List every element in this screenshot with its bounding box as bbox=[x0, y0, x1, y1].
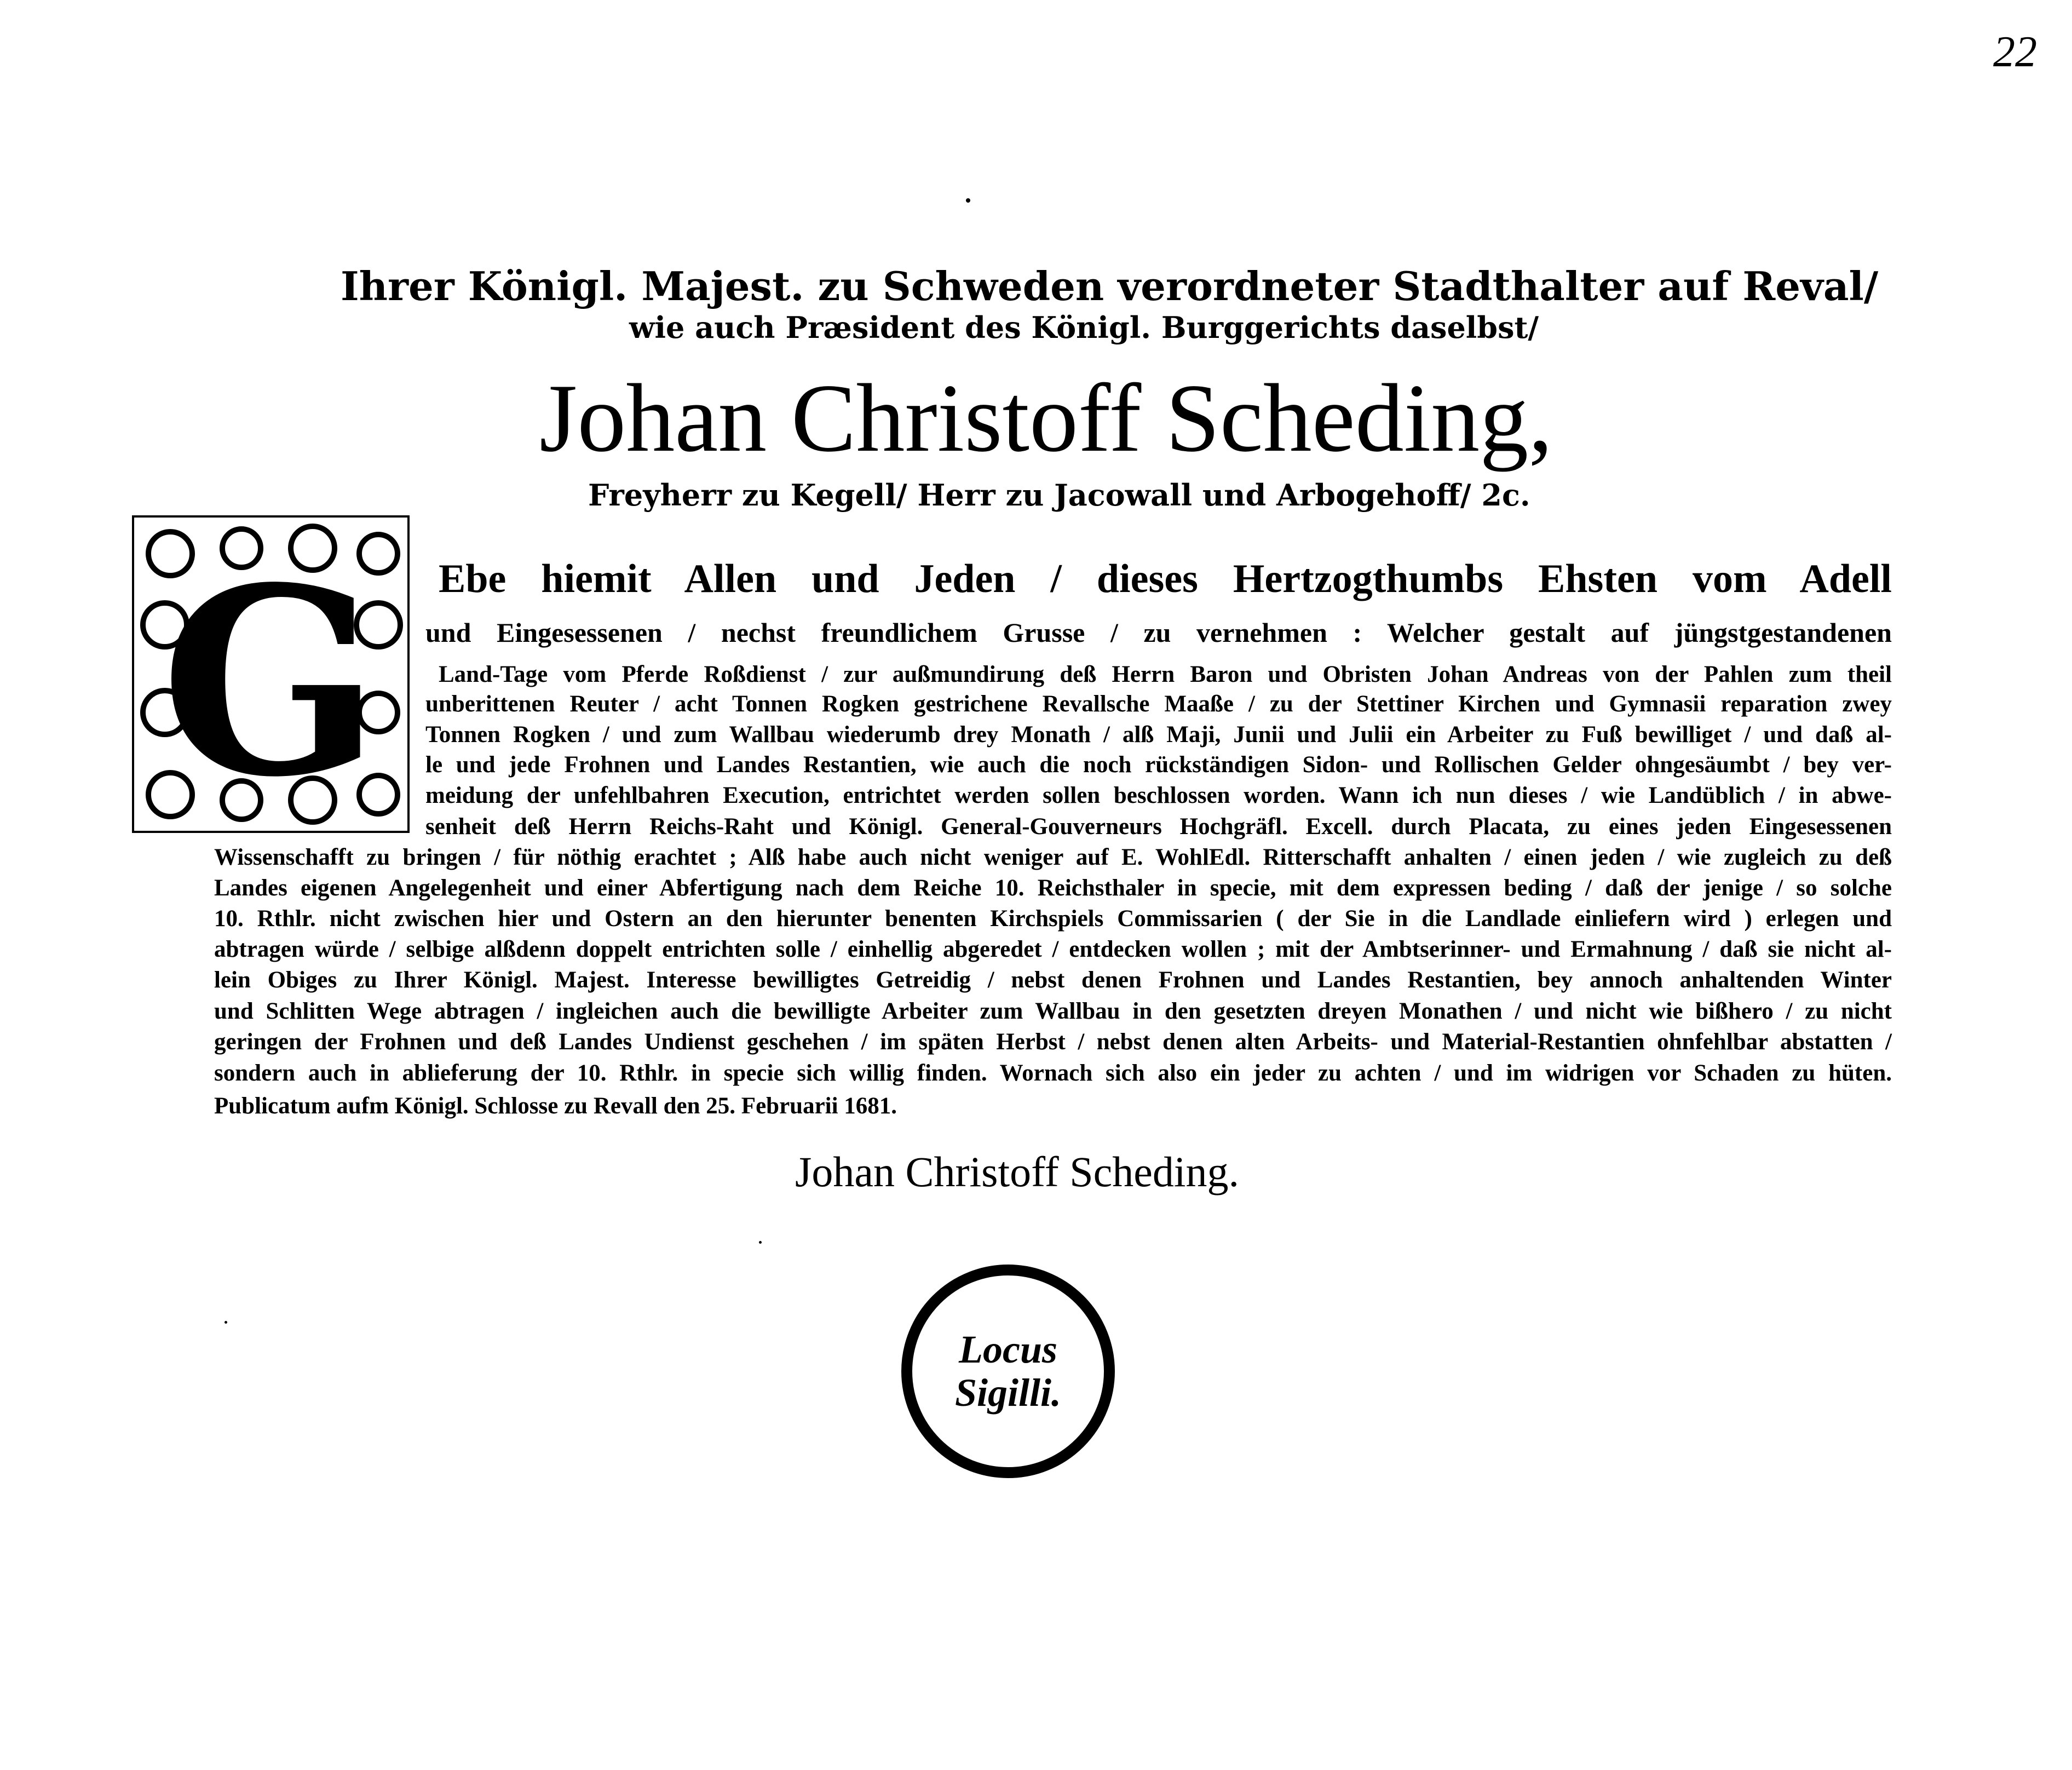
signature: Johan Christoff Scheding. bbox=[795, 1148, 1239, 1196]
body-line: unberittenen Reuter / acht Tonnen Rogken gestrichene Revallsche Maaße / zu der Stettiner Kirchen und Gymnasii reparation zwey bbox=[425, 691, 1892, 717]
ink-speck bbox=[759, 1241, 762, 1244]
seal-text-line-1: Locus bbox=[959, 1327, 1057, 1371]
body-line: 10. Rthlr. nicht zwischen hier und Ostern an den hierunter benenten Kirchspiels Commissarien ( der Sie in die Landlade einliefern wird ) erlegen und bbox=[214, 906, 1892, 932]
body-line: le und jede Frohnen und Landes Restantien, wie auch die noch rückständigen Sidon- und Rollischen Gelder ohngesäumbt / bey ver- bbox=[425, 752, 1892, 778]
body-line: Tonnen Rogken / und zum Wallbau wiederumb drey Monath / alß Maji, Junii und Julii ein Arbeiter zu Fuß bewilliget / und daß al- bbox=[425, 722, 1892, 748]
header-line-2: wie auch Præsident des Königl. Burggerichts daselbst/ bbox=[629, 310, 1539, 345]
body-line: und Eingesessenen / nechst freundlichem Grusse / zu vernehmen : Welcher gestalt auf jüngstgestandenen bbox=[425, 617, 1892, 648]
publication-note: Publicatum aufm Königl. Schlosse zu Revall den 25. Februarii 1681. bbox=[214, 1093, 897, 1119]
body-line: Landes eigenen Angelegenheit und einer Abfertigung nach dem Reiche 10. Reichsthaler in specie, mit dem expressen beding / daß der jenige / so solche bbox=[214, 875, 1892, 901]
body-line: abtragen würde / selbige alßdenn doppelt entrichten solle / einhellig abgeredet / entdecken wollen ; mit der Ambtserinner- und Ermahnung / daß sie nicht al- bbox=[214, 936, 1892, 962]
seal-circle bbox=[901, 1265, 1115, 1478]
body-line: und Schlitten Wege abtragen / ingleichen auch die bewilligte Arbeiter zum Wallbau in den gesetzten dreyen Monathen / und nicht wie bißhero / zu nicht bbox=[214, 998, 1892, 1024]
body-line: meidung der unfehlbahren Execution, entrichtet werden sollen beschlossen worden. Wann ich nun dieses / wie Landüblich / in abwe- bbox=[425, 783, 1892, 808]
body-line: senheit deß Herrn Reichs-Raht und Königl. General-Gouverneurs Hochgräfl. Excell. durch Placata, zu eines jeden Eingesessenen bbox=[425, 814, 1892, 840]
issuer-name: Johan Christoff Scheding, bbox=[539, 364, 1553, 472]
ink-speck bbox=[225, 1321, 227, 1324]
header-line-1: Ihrer Königl. Majest. zu Schweden verordneter Stadthalter auf Reval/ bbox=[341, 263, 1879, 309]
decorated-initial bbox=[132, 515, 410, 833]
body-line: geringen der Frohnen und deß Landes Undienst geschehen / im späten Herbst / nebst denen alten Arbeits- und Material-Restantien ohnfehlbar abstatten / bbox=[214, 1029, 1892, 1055]
page-number: 22 bbox=[1993, 28, 2037, 76]
ink-speck bbox=[966, 198, 970, 203]
seal-text-line-2: Sigilli. bbox=[954, 1371, 1062, 1415]
body-line: Ebe hiemit Allen und Jeden / dieses Hertzogthumbs Ehsten vom Adell bbox=[439, 556, 1892, 601]
body-line: Land-Tage vom Pferde Roßdienst / zur außmundirung deß Herrn Baron und Obristen Johan Andreas von der Pahlen zum theil bbox=[439, 662, 1892, 687]
ornament-icon bbox=[132, 515, 410, 833]
body-line: lein Obiges zu Ihrer Königl. Majest. Interesse bewilligtes Getreidig / nebst denen Frohnen und Landes Restantien, bey annoch anhaltenden Winter bbox=[214, 967, 1892, 993]
body-line: sondern auch in ablieferung der 10. Rthlr. in specie sich willig finden. Wornach sich also ein jeder zu achten / und im widrigen vor Schaden zu hüten. bbox=[214, 1060, 1892, 1086]
initial-letter: G bbox=[160, 531, 381, 833]
issuer-titles: Freyherr zu Kegell/ Herr zu Jacowall und Arbogehoff/ 2c. bbox=[588, 478, 1530, 513]
body-line: Wissenschafft zu bringen / für nöthig erachtet ; Alß habe auch nicht weniger auf E. WohlEdl. Ritterschafft anhalten / einen jeden / wie zugleich zu deß bbox=[214, 844, 1892, 870]
